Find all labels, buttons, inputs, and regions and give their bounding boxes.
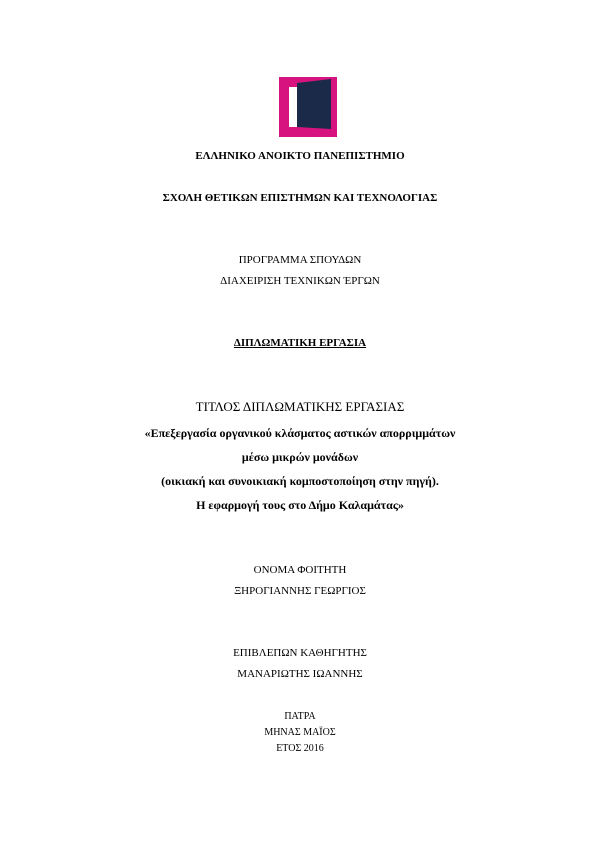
school-name: ΣΧΟΛΗ ΘΕΤΙΚΩΝ ΕΠΙΣΤΗΜΩΝ ΚΑΙ ΤΕΧΝΟΛΟΓΙΑΣ xyxy=(162,192,438,204)
student-name: ΞΗΡΟΓΙΑΝΝΗΣ ΓΕΩΡΓΙΟΣ xyxy=(234,585,366,597)
thesis-title-line-4: Η εφαρμογή τους στο Δήμο Καλαμάτας» xyxy=(196,498,404,512)
university-name: ΕΛΛΗΝΙΚΟ ΑΝΟΙΚΤΟ ΠΑΝΕΠΙΣΤΗΜΙΟ xyxy=(195,150,405,162)
logo-book xyxy=(297,79,331,129)
student-label: ΟΝΟΜΑ ΦΟΙΤΗΤΗ xyxy=(253,564,347,576)
document-type: ΔΙΠΛΩΜΑΤΙΚΗ ΕΡΓΑΣΙΑ xyxy=(233,337,367,349)
program-name: ΔΙΑΧΕΙΡΙΣΗ ΤΕΧΝΙΚΩΝ ΈΡΓΩΝ xyxy=(220,275,380,287)
thesis-title-line-1: «Επεξεργασία οργανικού κλάσματος αστικών απορριμμάτων xyxy=(144,426,456,440)
program-label: ΠΡΟΓΡΑΜΜΑ ΣΠΟΥΔΩΝ xyxy=(238,254,362,266)
university-logo xyxy=(279,77,337,137)
footer-city: ΠΑΤΡΑ xyxy=(284,711,316,722)
thesis-title-line-3: (οικιακή και συνοικιακή κομποστοποίηση στην πηγή). xyxy=(161,474,439,488)
thesis-heading: ΤΙΤΛΟΣ ΔΙΠΛΩΜΑΤΙΚΗΣ ΕΡΓΑΣΙΑΣ xyxy=(195,399,405,414)
thesis-title-line-2: μέσω μικρών μονάδων xyxy=(241,450,359,464)
footer-month: ΜΗΝΑΣ ΜΑΪΟΣ xyxy=(264,727,336,738)
supervisor-name: ΜΑΝΑΡΙΩΤΗΣ ΙΩΑΝΝΗΣ xyxy=(237,668,363,680)
supervisor-label: ΕΠΙΒΛΕΠΩΝ ΚΑΘΗΓΗΤΗΣ xyxy=(233,647,367,659)
footer-year: ΕΤΟΣ 2016 xyxy=(276,743,324,754)
